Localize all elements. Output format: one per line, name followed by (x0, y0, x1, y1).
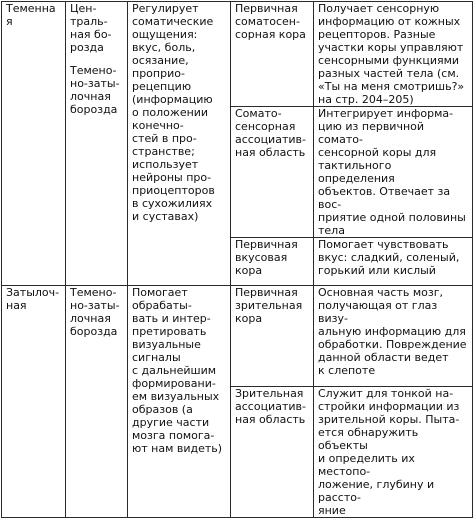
table-row (2, 2, 473, 107)
area-description: Помогает чувствовать вкус: сладкий, соленый, горький или кислый (318, 238, 460, 277)
lobe-name-cell (2, 2, 66, 286)
area-name-cell (231, 286, 314, 387)
area-description: Получает сенсорную информацию от кожных рецепторов. Разные участки коры управляют сенсорными функциями разных частей тела (см. «Ты на меня смотришь?» на стр. 204–205) (318, 2, 465, 106)
area-name: Первичная вкусовая кора (235, 238, 298, 277)
groove-cell (66, 2, 128, 286)
brain-lobes-table (1, 1, 473, 518)
groove-name: Цен- траль- ная бо- розда (70, 2, 112, 54)
lobe-function: Помогает обрабаты- вать и интер- претировать визуальные сигналы с дальнейшим формировани- ем визуальных образов (а другие части мозга помога- ют нам видеть) (132, 286, 223, 455)
area-description-cell (314, 107, 473, 238)
area-description-cell (314, 238, 473, 286)
lobe-function-cell (128, 2, 231, 286)
area-description-cell (314, 387, 473, 518)
area-name: Первичная соматосен- сорная кора (235, 2, 306, 41)
area-name-cell (231, 2, 314, 107)
area-description: Служит для тонкой на- стройки информации из зрительной коры. Пыта- ется обнаружить объекты и определить их местопо- ложение, глубину и рассто- яние (318, 387, 460, 517)
area-description-cell (314, 286, 473, 387)
lobe-function-cell (128, 286, 231, 518)
groove-name: Темено- но-заты- лочная борозда (70, 64, 120, 116)
lobe-function: Регулирует соматические ощущения: вкус, боль, осязание, проприо- рецепцию (информацию о положении конечно- стей в про- странстве; использует нейроны про- приоцепторов в сухожилиях и суставах) (132, 2, 215, 223)
groove-cell (66, 286, 128, 518)
lobe-name: Теменная (6, 2, 56, 28)
lobe-name-cell (2, 286, 66, 518)
area-name: Зрительная ассоциатив- ная область (235, 387, 306, 426)
area-name-cell (231, 107, 314, 238)
area-description: Интегрирует информа- цию из первичной сомато- сенсорной коры для тактильного определения объектов. Отвечает за вос- приятие одной половины тела (318, 107, 466, 237)
groove-name: Темено- но-заты- лочная борозда (70, 286, 120, 338)
area-name-cell (231, 238, 314, 286)
area-description-cell (314, 2, 473, 107)
area-name-cell (231, 387, 314, 518)
lobe-name: Затылоч- ная (6, 286, 60, 312)
area-name: Сомато- сенсорная ассоциатив- ная область (235, 107, 306, 159)
area-description: Основная часть мозг, получающая от глаз визу- альную информацию для обработки. Повреждение данной области ведет к слепоте (318, 286, 467, 377)
area-name: Первичная зрительная кора (235, 286, 303, 325)
table-row (2, 286, 473, 387)
